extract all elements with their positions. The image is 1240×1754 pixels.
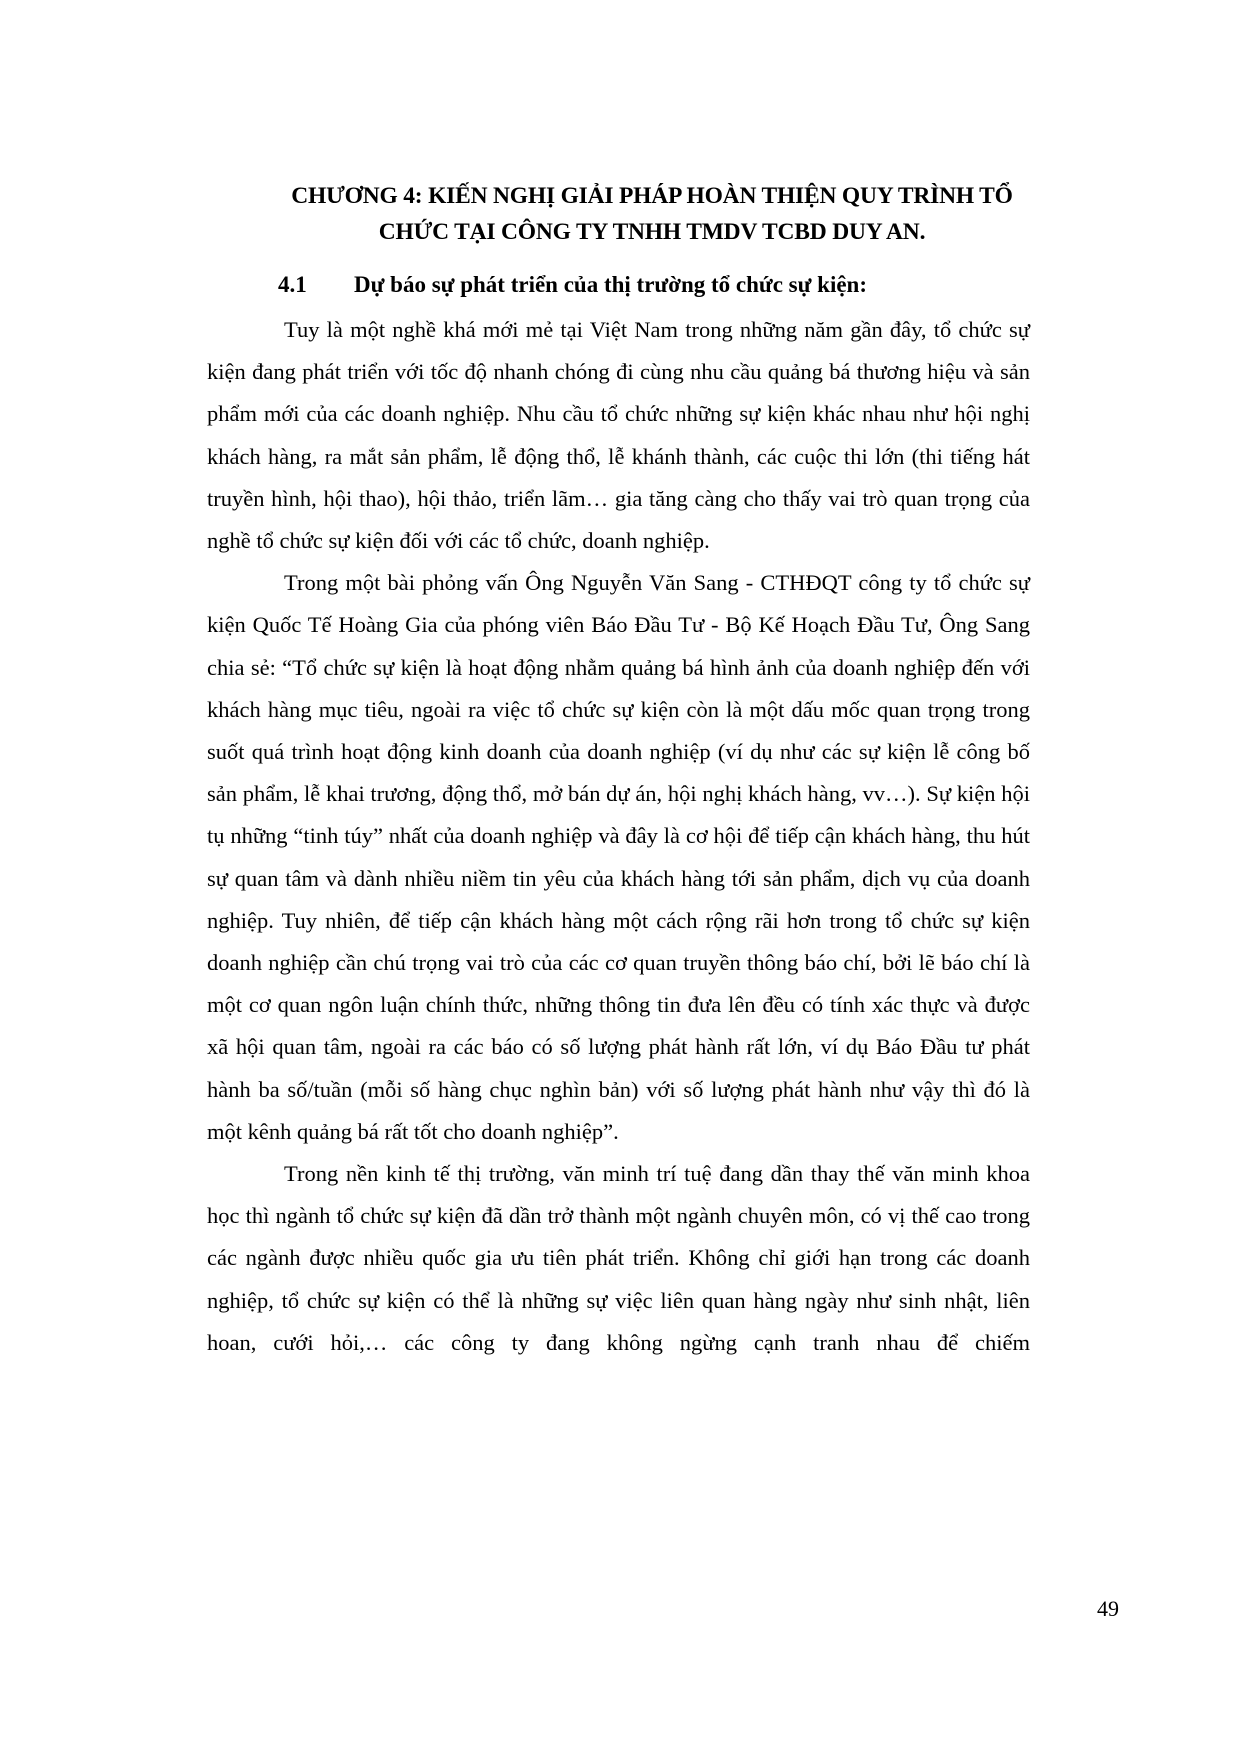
- paragraph: Trong một bài phỏng vấn Ông Nguyễn Văn Sang - CTHĐQT công ty tổ chức sự kiện Quốc Tế Hoàng Gia của phóng viên Báo Đầu Tư - Bộ Kế Hoạch Đầu Tư, Ông Sang chia sẻ: “Tổ chức sự kiện là hoạt động nhằm quảng bá hình ảnh của doanh nghiệp đến với khách hàng mục tiêu, ngoài ra việc tổ chức sự kiện còn là một dấu mốc quan trọng trong suốt quá trình hoạt động kinh doanh của doanh nghiệp (ví dụ như các sự kiện lễ công bố sản phẩm, lễ khai trương, động thổ, mở bán dự án, hội nghị khách hàng, vv…). Sự kiện hội tụ những “tinh túy” nhất của doanh nghiệp và đây là cơ hội để tiếp cận khách hàng, thu hút sự quan tâm và dành nhiều niềm tin yêu của khách hàng tới sản phẩm, dịch vụ của doanh nghiệp. Tuy nhiên, để tiếp cận khách hàng một cách rộng rãi hơn trong tổ chức sự kiện doanh nghiệp cần chú trọng vai trò của các cơ quan truyền thông báo chí, bởi lẽ báo chí là một cơ quan ngôn luận chính thức, những thông tin đưa lên đều có tính xác thực và được xã hội quan tâm, ngoài ra các báo có số lượng phát hành rất lớn, ví dụ Báo Đầu tư phát hành ba số/tuần (mỗi số hàng chục nghìn bản) với số lượng phát hành như vậy thì đó là một kênh quảng bá rất tốt cho doanh nghiệp”.: [207, 570, 1030, 1144]
- section-number: 4.1: [278, 272, 307, 297]
- paragraph: Tuy là một nghề khá mới mẻ tại Việt Nam trong những năm gần đây, tổ chức sự kiện đang phát triển với tốc độ nhanh chóng đi cùng nhu cầu quảng bá thương hiệu và sản phẩm mới của các doanh nghiệp. Nhu cầu tổ chức những sự kiện khác nhau như hội nghị khách hàng, ra mắt sản phẩm, lễ động thổ, lễ khánh thành, các cuộc thi lớn (thi tiếng hát truyền hình, hội thao), hội thảo, triển lãm… gia tăng càng cho thấy vai trò quan trọng của nghề tổ chức sự kiện đối với các tổ chức, doanh nghiệp.: [207, 317, 1030, 554]
- chapter-title: [207, 178, 1097, 250]
- paragraph: Trong nền kinh tế thị trường, văn minh trí tuệ đang dần thay thế văn minh khoa học thì ngành tổ chức sự kiện đã dần trở thành một ngành chuyên môn, có vị thế cao trong các ngành được nhiều quốc gia ưu tiên phát triển. Không chỉ giới hạn trong các doanh nghiệp, tổ chức sự kiện có thể là những sự việc liên quan hàng ngày như sinh nhật, liên hoan, cưới hỏi,… các công ty đang không ngừng cạnh tranh nhau để chiếm: [207, 1161, 1030, 1355]
- page-number: 49: [1097, 1596, 1119, 1621]
- section-title: Dự báo sự phát triển của thị trường tổ chức sự kiện:: [354, 272, 868, 297]
- section-heading: [278, 268, 867, 302]
- body-text: [207, 309, 1030, 1364]
- chapter-title-line-2: CHỨC TẠI CÔNG TY TNHH TMDV TCBD DUY AN.: [378, 219, 926, 245]
- chapter-title-line-1: CHƯƠNG 4: KIẾN NGHỊ GIẢI PHÁP HOÀN THIỆN QUY TRÌNH TỔ: [291, 183, 1013, 209]
